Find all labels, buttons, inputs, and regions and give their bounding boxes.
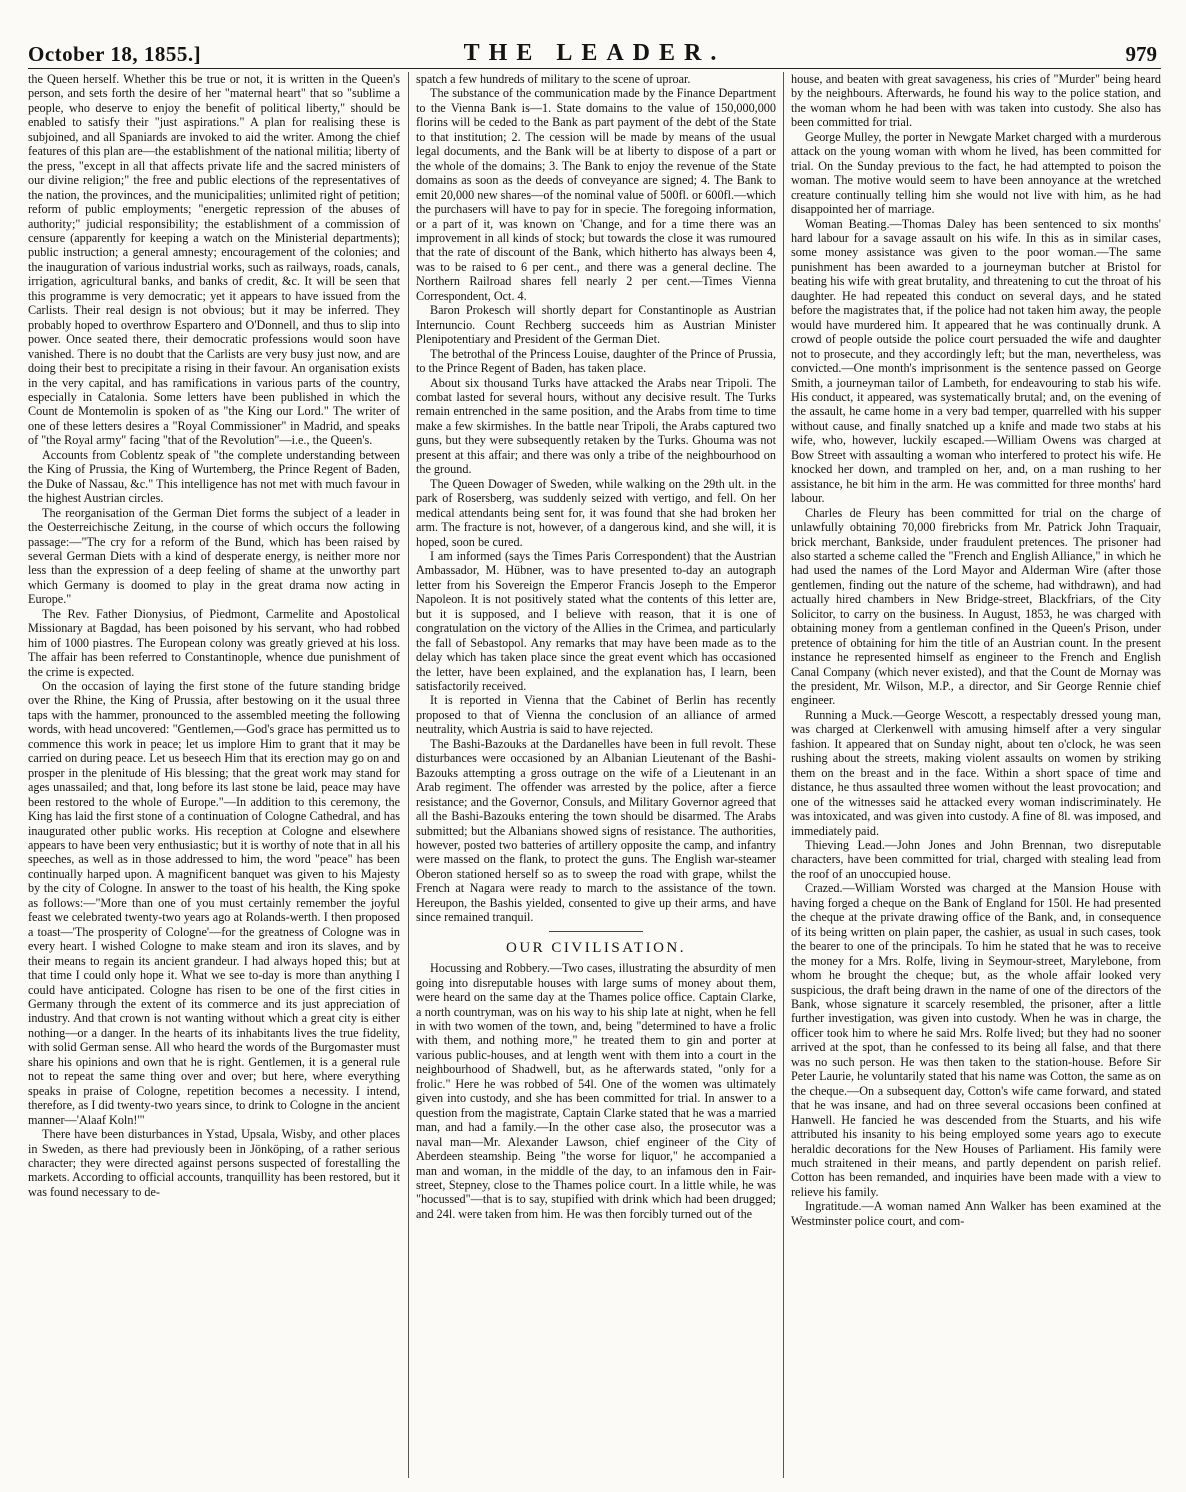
column-3 xyxy=(791,72,1161,1480)
article-paragraph: Thieving Lead.—John Jones and John Brennan, two disreputable characters, have been committed for trial, charged with stealing lead from the roof of an unoccupied house. xyxy=(791,838,1161,881)
article-paragraph: house, and beaten with great savageness, his cries of "Murder" being heard by the neighbours. Afterwards, he found his way to the police station, and the woman whom he had been with was taken into custody. She also has been committed for trial. xyxy=(791,72,1161,130)
article-paragraph: It is reported in Vienna that the Cabinet of Berlin has recently proposed to that of Vienna the conclusion of an alliance of armed neutrality, which Austria is said to have rejected. xyxy=(416,693,776,737)
article-paragraph: On the occasion of laying the first stone of the future standing bridge over the Rhine, the King of Prussia, after bestowing on it the usual three taps with the hammer, pronounced to the assembled meeting the following words, with head uncovered: "Gentlemen,—God's grace has permitted us to commence this work in peace; let us implore Him to grant that it may be carried on during peace. Let us beseech Him that its erection may go on and prosper in the plenitude of His blessing; that the great work may stand for ages unassailed; and that, long before its last stone be laid, peace may have been restored to the whole of Europe."—In addition to this ceremony, the King has laid the first stone of a continuation of Cologne Cathedral, and has inaugurated other public works. His reception at Cologne and elsewhere appears to have been very enthusiastic; but it is worthy of note that in all his speeches, as well as in those addressed to him, the word "peace" has been continually harped upon. A magnificent banquet was given to his Majesty by the city of Cologne. In answer to the toast of his health, the King spoke as follows:—"More than one of you must certainly remember the joyful feast we celebrated twenty-two years ago at Rolands-werth. I then proposed a toast—'The prosperity of Cologne'—for the greatness of Cologne was in every heart. I wished Cologne to make steam and iron its slaves, and by their means to regain its ancient grandeur. I had always hoped this; but at that time I could only hope it. What we see to-day is more than anything I could have anticipated. Cologne has risen to be one of the first cities in Germany through the extent of its commerce and its just appreciation of industry. And that crown is not wanting without which a great city is either nothing—or a danger. In the hearts of its inhabitants lives the true fidelity, with solid German sense. All who heard the words of the Burgomaster must share his opinions and own that he is right. Gentlemen, it is a general rule not to repeat the same thing over and over; but here, where everything speaks in praise of Cologne, repetition becomes a necessity. I intend, therefore, as I did twenty-two years since, to drink to Cologne in the ancient manner—'Alaaf Koln!'" xyxy=(28,679,400,1127)
article-paragraph: The reorganisation of the German Diet forms the subject of a leader in the Oesterreichische Zeitung, in the course of which occurs the following passage:—"The cry for a reform of the Bund, which has been raised by several German Diets with a kind of desperate energy, is neither more nor less than the expression of a deep feeling of shame at the unworthy part which Germany is doomed to play in the great drama now acting in Europe." xyxy=(28,505,400,607)
article-paragraph: The substance of the communication made by the Finance Department to the Vienna Bank is—1. State domains to the value of 150,000,000 florins will be ceded to the Bank as part payment of the debt of the State to that institution; 2. The cession will be made by means of the usual legal documents, and the Bank will be at liberty to dispose of a part or the whole of the domains; 3. The Bank to enjoy the revenue of the State domains as soon as the deeds of conveyance are signed; 4. The Bank to emit 20,000 new shares—of the nominal value of 500fl. or 600fl.—which the purchasers will have to pay for in specie. The foregoing information, or a part of it, was known on 'Change, and for a time there was an improvement in all kinds of stock; but towards the close it was rumoured that the rate of discount of the Bank, which hitherto has always been 4, was to be raised to 6 per cent., and there was a general decline. The Northern Railroad shares fell nearly 2 per cent.—Times Vienna Correspondent, Oct. 4. xyxy=(416,86,776,303)
article-paragraph: The Bashi-Bazouks at the Dardanelles have been in full revolt. These disturbances were occasioned by an Albanian Lieutenant of the Bashi-Bazouks attempting a gross outrage on the wife of a Lieutenant in an Arab regiment. The offender was arrested by the police, after a fierce resistance; and the Governor, Consuls, and Military Governor agreed that all the Bashi-Bazouks entering the town should be disarmed. The Arabs submitted; but the Albanians showed signs of resistance. The authorities, however, posted two batteries of artillery opposite the camp, and infantry were massed on the flank, to protect the guns. The English war-steamer Oberon stationed herself so as to sweep the road with grape, whilst the French at Nagara were ready to march to the assistance of the town. Hereupon, the Bashis yielded, consented to give up their arms, and have since remained tranquil. xyxy=(416,736,776,925)
masthead xyxy=(28,14,1161,66)
section-heading: OUR CIVILISATION. xyxy=(506,939,686,956)
article-paragraph: Accounts from Coblentz speak of "the complete understanding between the King of Prussia, the King of Wurtemberg, the Prince Regent of Baden, the Duke of Nassau, &c." This intelligence has not met with much favour in the highest Austrian circles. xyxy=(28,447,400,506)
newspaper-title: THE LEADER. xyxy=(463,40,726,66)
column-1 xyxy=(28,72,400,1480)
article-paragraph: Ingratitude.—A woman named Ann Walker has been examined at the Westminster police court, and com- xyxy=(791,1199,1161,1228)
article-paragraph: About six thousand Turks have attacked the Arabs near Tripoli. The combat lasted for several hours, without any decisive result. The Turks remain entrenched in the same position, and the Arabs from time to time make a few skirmishes. In the battle near Tripoli, the Arabs captured two guns, but they were subsequently retaken by the Turks. Ghouma was not present at this affair; and there was only a tribe of the neighbourhood on the ground. xyxy=(416,375,776,477)
masthead-rule xyxy=(28,68,1161,69)
article-paragraph: The Queen Dowager of Sweden, while walking on the 29th ult. in the park of Rosersberg, was suddenly seized with vertigo, and fell. On her medical attendants being sent for, it was found that she had broken her arm. The fracture is not, however, of a dangerous kind, and she will, it is hoped, soon be cured. xyxy=(416,476,776,549)
column-2 xyxy=(416,72,776,1480)
section-divider xyxy=(549,931,643,932)
column-divider xyxy=(783,72,784,1478)
article-paragraph: Hocussing and Robbery.—Two cases, illustrating the absurdity of men going into disreputable houses with large sums of money about them, were heard on the same day at the Thames police office. Captain Clarke, a north countryman, was on his way to his ship late at night, when he fell in with two women of the town, and, being "determined to have a frolic with them, and nothing more," he treated them to gin and porter at various public-houses, and at length went with them into a court in the neighbourhood of Shadwell, but, as he afterwards stated, "only for a frolic." Here he was robbed of 54l. One of the women was ultimately given into custody, and she has been committed for trial. In answer to a question from the magistrate, Captain Clarke stated that he was a married man, and had a family.—In the other case also, the prosecutor was a naval man—Mr. Alexander Lawson, chief engineer of the City of Aberdeen steamship. Being "the worse for liquor," he accompanied a man and woman, in the middle of the day, to an infamous den in Fair-street, Stepney, close to the Thames police court. In a little while, he was "hocussed"—that is to say, stupified with drink which had been drugged; and 24l. were taken from him. He was then forcibly turned out of the xyxy=(416,961,776,1221)
article-paragraph: Charles de Fleury has been committed for trial on the charge of unlawfully obtaining 70,000 firebricks from Mr. Patrick John Traquair, brick merchant, Bankside, under fraudulent pretences. The prisoner had also started a scheme called the "French and English Alliance," in which he had used the names of the Lord Mayor and Alderman Wire (after those gentlemen, finding out the nature of the scheme, had withdrawn), and had actually hired chambers in New Bridge-street, Blackfriars, of the City Solicitor, to carry on the business. In August, 1853, he was charged with obtaining money from a gentleman confined in the Queen's Prison, under pretence of obtaining for him the title of an Austrian count. In the present instance he represented himself as engineer to the French and English Canal Company (which never existed), and that the Count de Mornay was the president, Mr. Wilson, M.P., a director, and Sir George Rennie chief engineer. xyxy=(791,505,1161,708)
article-paragraph: I am informed (says the Times Paris Correspondent) that the Austrian Ambassador, M. Hübner, was to have presented to-day an autograph letter from his Sovereign the Emperor Francis Joseph to the Emperor Napoleon. It is not positively stated what the contents of this letter are, but it is supposed, and I believe with reason, that it is one of congratulation on the victory of the Allies in the Crimea, and particularly the fall of Sebastopol. Any remarks that may have been made as to the delay which has taken place since the great event which has occasioned the letter, have been explained, and the explanation has, I learn, been satisfactorily received. xyxy=(416,548,776,694)
article-paragraph: Woman Beating.—Thomas Daley has been sentenced to six months' hard labour for a savage assault on his wife. In this as in similar cases, some money assistance was given to the poor woman.—The same punishment has been awarded to a journeyman butcher at Bristol for beating his wife with great brutality, and threatening to cut the throat of his daughter. He had repeated this conduct on several days, and he stated before the magistrates that, if the police had not taken him away, the people would have murdered him. It appeared that he was continually drunk. A crowd of people outside the police court persuaded the wife and daughter not to prosecute, and they accordingly left; but the man, nevertheless, was convicted.—One month's imprisonment is the sentence passed on George Smith, a journeyman tailor of Lambeth, for endeavouring to stab his wife. His conduct, it appeared, was systematically brutal; and, on the evening of the assault, he came home in a very bad temper, quarrelled with his supper without cause, and finally snatched up a knife and made two stabs at his wife, who, however, luckily escaped.—William Owens was charged at Bow Street with assaulting a woman who interfered to protect his wife. He knocked her down, and trampled on her, and, on a man rushing to her assistance, he bit him in the arm. He was committed for three months' hard labour. xyxy=(791,216,1161,506)
article-paragraph: There have been disturbances in Ystad, Upsala, Wisby, and other places in Sweden, as there had previously been in Jönköping, of a rather serious character; they were directed against persons suspected of forestalling the markets. According to official accounts, tranquillity has been restored, but it was found necessary to de- xyxy=(28,1127,400,1199)
article-paragraph: Baron Prokesch will shortly depart for Constantinople as Austrian Internuncio. Count Rechberg succeeds him as Austrian Minister Plenipotentiary and President of the German Diet. xyxy=(416,303,776,347)
article-paragraph: the Queen herself. Whether this be true or not, it is written in the Queen's person, and sets forth the desire of her "maternal heart" that so "sublime a people, who deserve to enjoy the benefit of political liberty," should be enabled to satisfy their "just aspirations." A plan for realising these is subjoined, and all Spaniards are invoked to aid the writer. Among the chief features of this plan are—the establishment of the national militia; liberty of the press, "except in all that affects private life and the sacred ministers of our divine religion;" the free and public elections of the representatives of the nation, the provinces, and the municipalities; unlimited right of petition; reform of public employments; "energetic repression of the abuses of authority;" judicial responsibility; the establishment of a commission of censure (apparently for keeping a watch on the Ministerial departments); public instruction; a general amnesty; encouragement of the colonies; and the inauguration of various industrial works, such as railways, roads, canals, irrigation, agricultural banks, and banks of credit, &c. It will be seen that this programme is very democratic; yet it appears to have issued from the Carlists. Their real design is not obvious; but it may be inferred. They probably hoped to overthrow Espartero and O'Donnell, and thus to slip into power. Once seated there, their democratic professions would soon have vanished. There is no doubt that the Carlists are very busy just now, and are doing their best to precipitate a rising in their favour. An organisation exists in the very capital, and has ramifications in various parts of the country, especially in Catalonia. Some letters have been published in which the Count de Montemolin is spoken of as "the King our Lord." The writer of one of these letters desires a "Royal Commissioner" in Madrid, and speaks of "the Royal army" facing "that of the Revolution"—i.e., the Queen's. xyxy=(28,72,400,448)
article-paragraph: Running a Muck.—George Wescott, a respectably dressed young man, was charged at Clerkenwell with amusing himself after a very singular fashion. It appeared that on Sunday night, about ten o'clock, he was seen rushing about the streets, making violent assaults on women by striking them on the breast and in the face. Within a short space of time and distance, he thus assaulted three women without the least provocation; and one of the witnesses said he attacked every woman indiscriminately. He was intoxicated, and was given into custody. A fine of 8l. was imposed, and immediately paid. xyxy=(791,707,1161,838)
article-paragraph: Crazed.—William Worsted was charged at the Mansion House with having forged a cheque on the Bank of England for 150l. He had presented the cheque at the private drawing office of the Bank, and, in consequence of its being written on plain paper, the cashier, as usual in such cases, took the bearer to one of the principals. To him he stated that he was to receive the money for a Mrs. Rolfe, living in Seymour-street, Marylebone, from whom he brought the cheque; but, as the whole affair looked very suspicious, the draft being drawn in the name of one of the directors of the Bank, whose signature it scarcely resembled, the prisoner, after a little further investigation, was given into custody. When he was in charge, the officer took him to where he said Mrs. Rolfe lived; but they had no sooner arrived at the spot, than he confessed to its being all false, and that there was no such person. He was then taken to the station-house. Before Sir Peter Laurie, he voluntarily stated that his name was Cotton, the same as on the cheque.—On a subsequent day, Cotton's wife came forward, and stated that he was insane, and had on three several occasions been confined at Hanwell. He fancied he was descended from the Stuarts, and his wife attributed his insanity to his being employed some years ago to execute heraldic decorations for the New Houses of Parliament. His family were much straitened in their means, and partly dependent on parish relief. Cotton has been remanded, and inquiries have been made with a view to relieve his family. xyxy=(791,881,1161,1199)
article-paragraph: The betrothal of the Princess Louise, daughter of the Prince of Prussia, to the Prince Regent of Baden, has taken place. xyxy=(416,346,776,376)
article-paragraph: George Mulley, the porter in Newgate Market charged with a murderous attack on the young woman with whom he lived, has been committed for trial. On the Sunday previous to the fact, he had attempted to poison the woman. The motive would seem to have been annoyance at the wretched creature continually telling him she would not live with him, as he had disappointed her of marriage. xyxy=(791,129,1161,217)
column-divider xyxy=(408,72,409,1478)
issue-date: October 18, 1855.] xyxy=(28,42,202,66)
article-paragraph: The Rev. Father Dionysius, of Piedmont, Carmelite and Apostolical Missionary at Bagdad, has been poisoned by his servant, who had robbed him of 1000 piastres. The European colony was greatly grieved at his loss. The affair has been referred to Constantinople, whence due punishment of the crime is expected. xyxy=(28,606,400,679)
article-paragraph: spatch a few hundreds of military to the scene of uproar. xyxy=(416,72,691,86)
page-number: 979 xyxy=(1125,42,1157,66)
